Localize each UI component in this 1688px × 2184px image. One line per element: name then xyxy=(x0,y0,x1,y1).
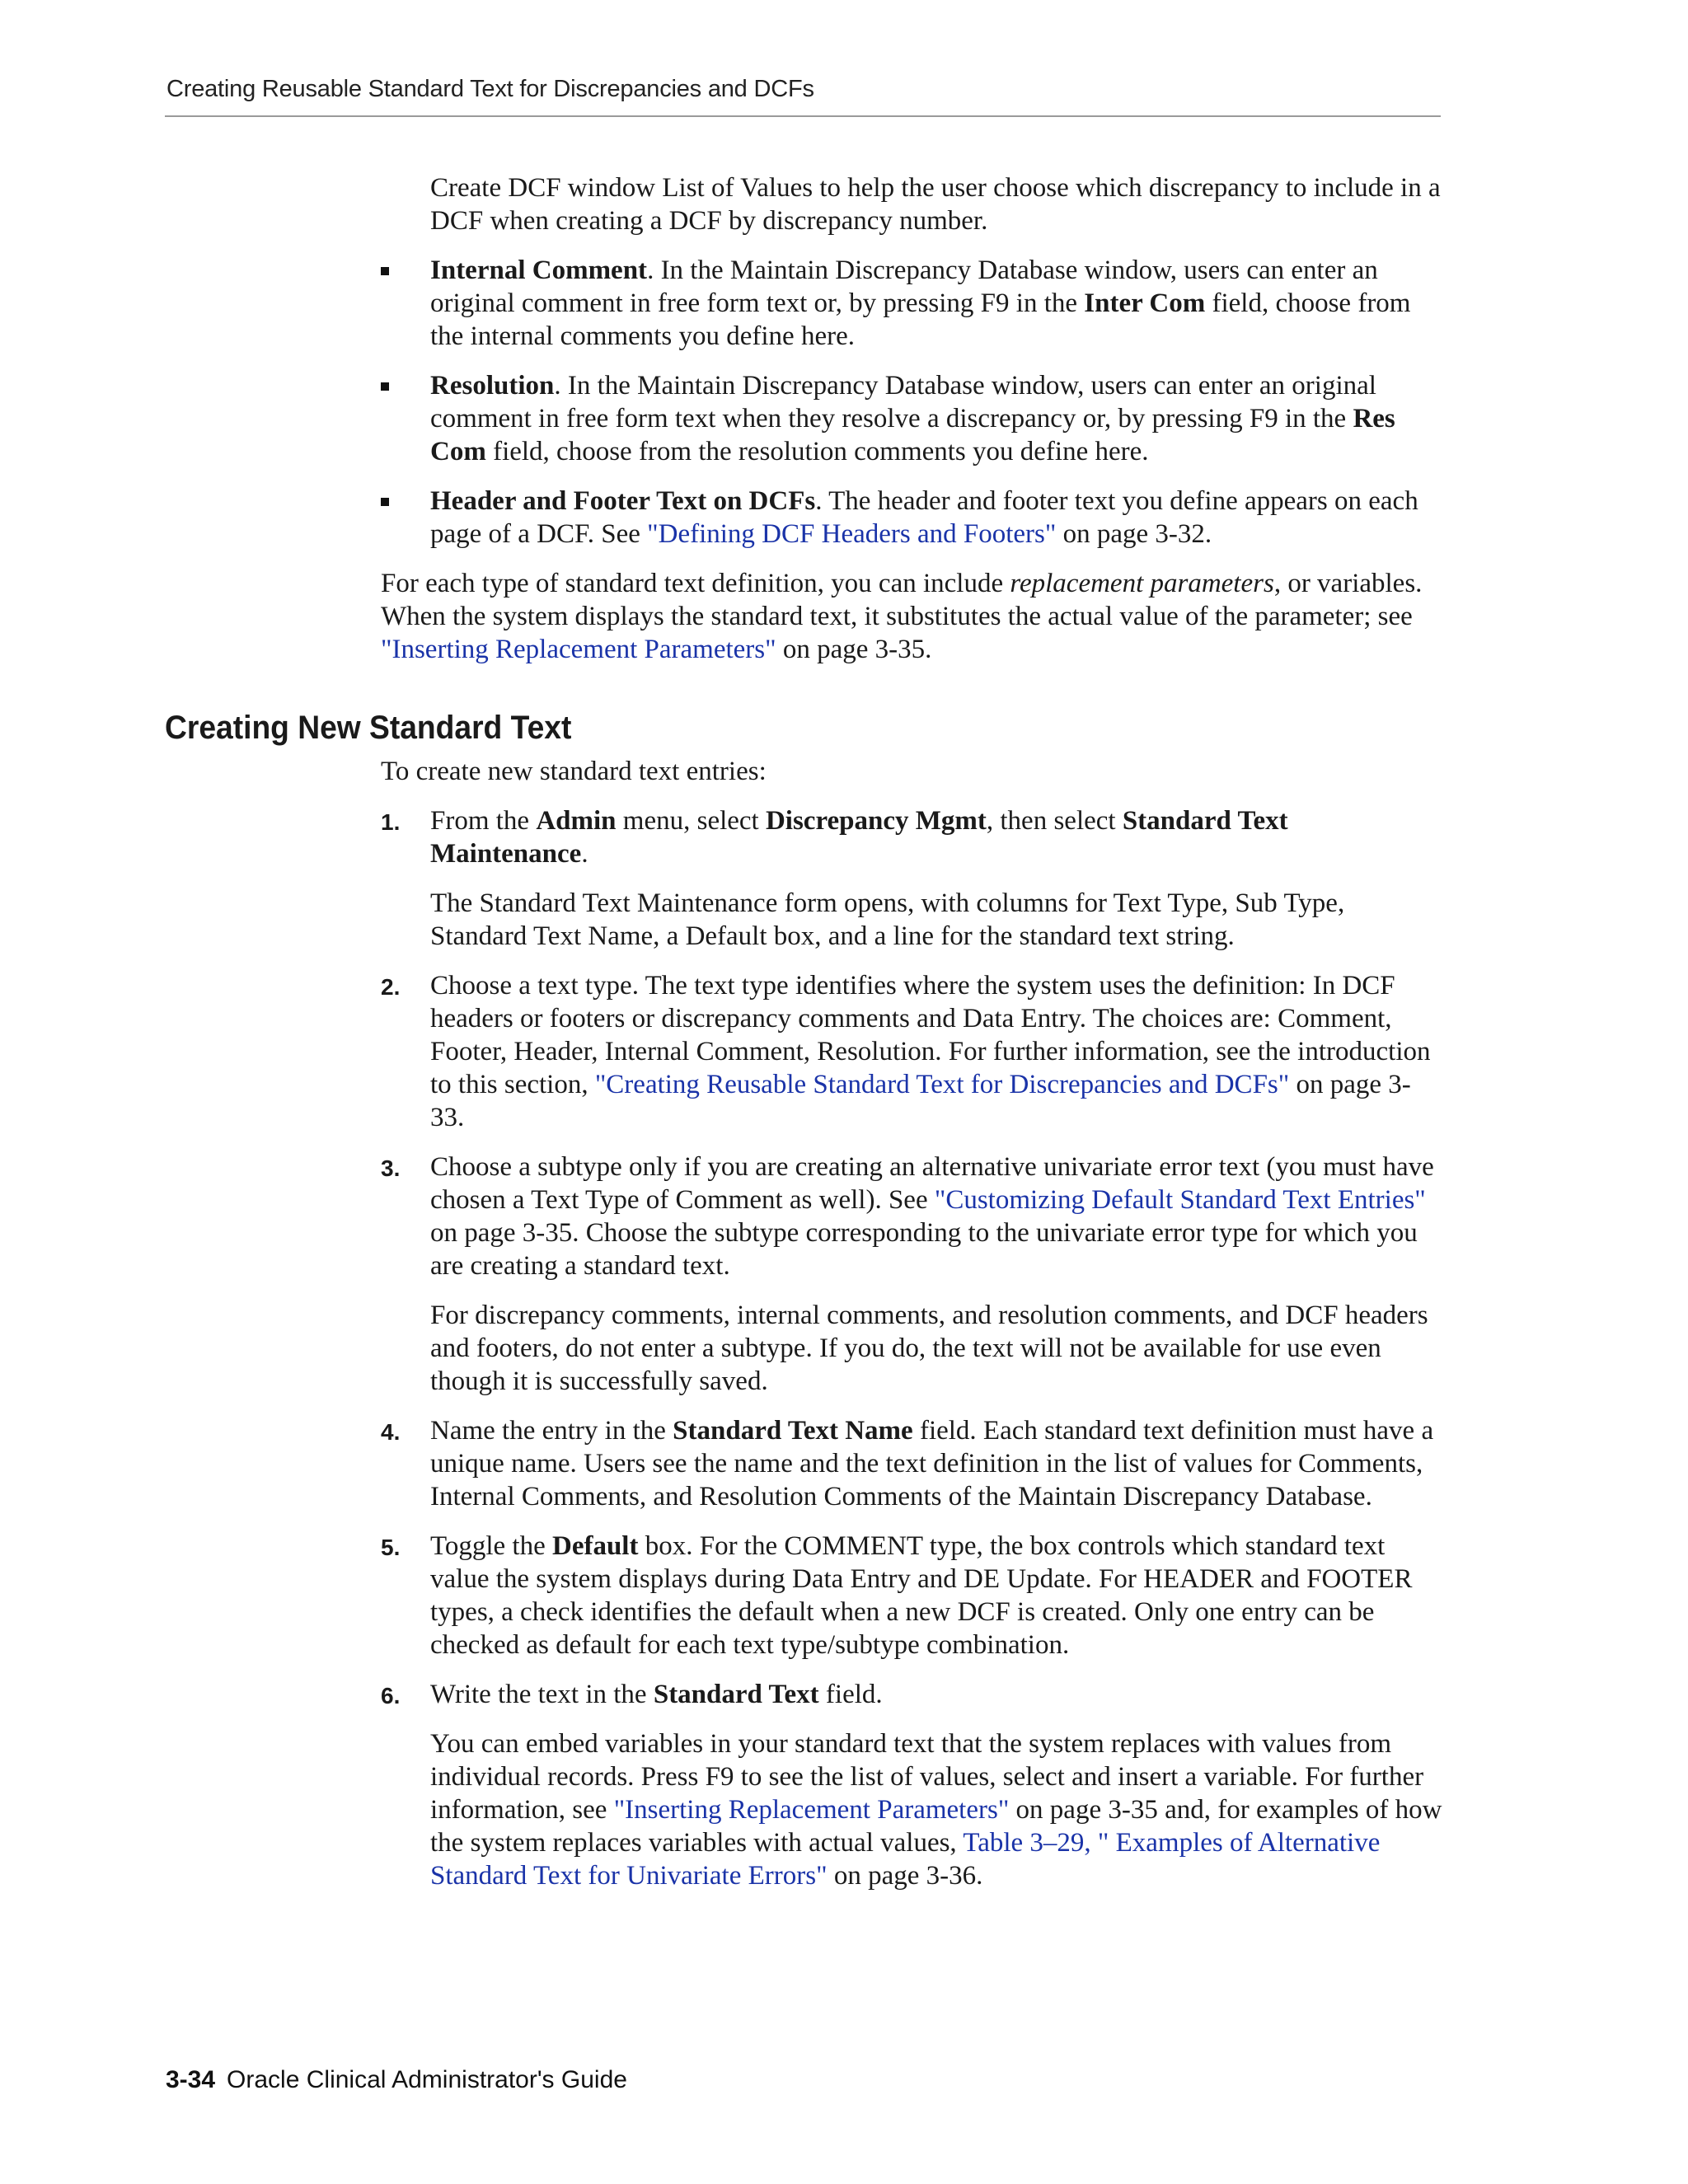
step-text: box. For the COMMENT type, the box controls which standard text value the system displays during Data Entry and DE Update. For HEADER and FOOTER types, a check identifies the default when a new DCF is created. Only one entry can be checked as default for each text type/subtype combination. xyxy=(430,1531,1413,1660)
bullet-term: Resolution xyxy=(430,371,555,401)
field-name: Res Com xyxy=(430,404,1395,466)
emphasis-text: replacement parameters xyxy=(1010,569,1274,598)
replacement-params-paragraph xyxy=(381,567,1444,666)
book-title: Oracle Clinical Administrator's Guide xyxy=(227,2066,627,2093)
step-text: on page 3-35. Choose the subtype corresponding to the univariate error type for which you are creating a standard text. xyxy=(430,1218,1418,1281)
bullet-text: field, choose from the internal comments you define here. xyxy=(430,288,1411,351)
field-name: Default xyxy=(551,1531,639,1561)
field-name: Inter Com xyxy=(1084,288,1206,318)
bullet-marker-icon xyxy=(381,267,389,275)
step-number: 5. xyxy=(381,1535,401,1560)
step-text: menu, select xyxy=(616,806,766,836)
section-lead: To create new standard text entries: xyxy=(381,757,767,786)
bullet-text: . In the Maintain Discrepancy Database window, users can enter an original comment in free form text when they resolve a discrepancy or, by pressing F9 in the xyxy=(430,371,1376,434)
link-customizing-default-standard-text[interactable]: "Customizing Default Standard Text Entries" xyxy=(934,1185,1426,1215)
bullet-internal-comment xyxy=(381,254,1444,353)
step-2 xyxy=(381,969,1444,1134)
step-number: 4. xyxy=(381,1419,401,1445)
link-inserting-replacement-params[interactable]: "Inserting Replacement Parameters" xyxy=(613,1795,1010,1825)
menu-name: Discrepancy Mgmt xyxy=(765,806,987,836)
menu-name: Admin xyxy=(536,806,617,836)
paragraph-text: For each type of standard text definition, you can include xyxy=(381,569,1010,598)
step-text: on page 3-33. xyxy=(430,1070,1411,1132)
bullet-term: Header and Footer Text on DCFs xyxy=(430,486,816,516)
step-text: Name the entry in the xyxy=(430,1416,673,1446)
note-text: on page 3-35 and, for examples of how the system replaces variables with actual values, xyxy=(430,1795,1442,1858)
link-table-3-29[interactable]: Table 3–29, " Examples of Alternative Standard Text for Univariate Errors" xyxy=(430,1828,1381,1891)
paragraph-text: , or variables. When the system displays the standard text, it substitutes the actual value of the parameter; see xyxy=(381,569,1423,631)
link-defining-dcf-headers[interactable]: "Defining DCF Headers and Footers" xyxy=(647,519,1057,549)
step-text: Choose a text type. The text type identifies where the system uses the definition: In DCF headers or footers or discrepancy comments and Data Entry. The choices are: Comment, Footer, Header, Internal Comment, Resolution. For further information, see the introduction to this section, xyxy=(430,971,1431,1099)
step-note xyxy=(430,1727,1444,1892)
step-text: field. Each standard text definition must have a unique name. Users see the name and the text definition in the list of values for Comments, Internal Comments, and Resolution Comments of the Maintain Discrepancy Database. xyxy=(430,1416,1434,1511)
step-1 xyxy=(381,804,1444,953)
page-footer xyxy=(166,2066,627,2094)
step-6 xyxy=(381,1678,1444,1892)
menu-name: Standard Text Maintenance xyxy=(430,806,1288,869)
bullet-text: . In the Maintain Discrepancy Database window, users can enter an original comment in free form text or, by pressing F9 in the xyxy=(430,255,1378,318)
field-name: Standard Text xyxy=(653,1680,819,1709)
step-text: Toggle the xyxy=(430,1531,552,1561)
bullet-term: Internal Comment xyxy=(430,255,648,285)
step-note: For discrepancy comments, internal comments, and resolution comments, and DCF headers and footers, do not enter a subtype. If you do, the text will not be available for use even though it is successfully saved. xyxy=(430,1301,1428,1396)
step-number: 3. xyxy=(381,1155,401,1181)
note-text: on page 3-36. xyxy=(827,1861,983,1891)
step-4 xyxy=(381,1414,1444,1513)
intro-continuation: Create DCF window List of Values to help the user choose which discrepancy to include in a DCF when creating a DCF by discrepancy number. xyxy=(430,173,1441,236)
page-body xyxy=(165,171,1444,1892)
step-text: Choose a subtype only if you are creating an alternative univariate error text (you must have chosen a Text Type of Comment as well). See xyxy=(430,1152,1434,1215)
bullet-marker-icon xyxy=(381,498,389,506)
paragraph-text: on page 3-35. xyxy=(776,635,932,664)
bullet-text: . The header and footer text you define appears on each page of a DCF. See xyxy=(430,486,1418,549)
bullet-resolution xyxy=(381,369,1444,468)
field-name: Standard Text Name xyxy=(673,1416,913,1446)
step-number: 6. xyxy=(381,1683,401,1708)
bullet-text: field, choose from the resolution comments you define here. xyxy=(485,437,1149,466)
step-text: field. xyxy=(818,1680,883,1709)
page-number: 3-34 xyxy=(166,2066,216,2093)
step-5 xyxy=(381,1530,1444,1661)
step-text: . xyxy=(581,839,588,869)
step-text: , then select xyxy=(986,806,1123,836)
note-text: You can embed variables in your standard text that the system replaces with values from individual records. Press F9 to see the list of values, select and insert a variable. For further information, see xyxy=(430,1729,1424,1825)
step-text: From the xyxy=(430,806,537,836)
header-rule xyxy=(165,115,1441,117)
link-creating-reusable-standard-text[interactable]: "Creating Reusable Standard Text for Discrepancies and DCFs" xyxy=(594,1070,1290,1099)
step-text: Write the text in the xyxy=(430,1680,654,1709)
link-inserting-replacement-params[interactable]: "Inserting Replacement Parameters" xyxy=(381,635,776,664)
bullet-marker-icon xyxy=(381,382,389,391)
running-header: Creating Reusable Standard Text for Discrepancies and DCFs xyxy=(166,76,814,102)
step-note: The Standard Text Maintenance form opens, with columns for Text Type, Sub Type, Standard Text Name, a Default box, and a line for the standard text string. xyxy=(430,888,1345,951)
bullet-text: on page 3-32. xyxy=(1056,519,1212,549)
section-heading: Creating New Standard Text xyxy=(165,710,572,746)
step-3 xyxy=(381,1151,1444,1398)
bullet-header-footer xyxy=(381,485,1444,551)
step-number: 1. xyxy=(381,809,401,835)
step-number: 2. xyxy=(381,974,401,1000)
